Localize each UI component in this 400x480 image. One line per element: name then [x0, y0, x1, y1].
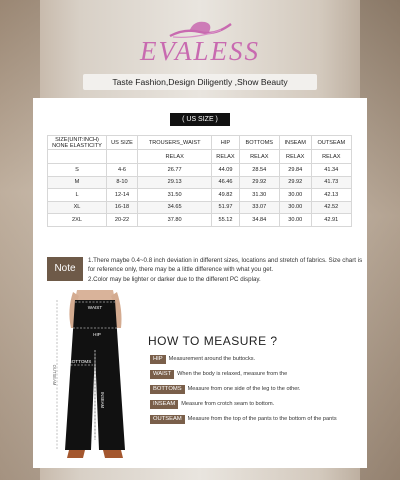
note-label: Note — [47, 257, 83, 281]
figure-label-outseam: OUTSEAM — [52, 364, 57, 386]
table-subheader-row — [48, 150, 352, 164]
table-row — [48, 164, 352, 177]
table-cell: 30.00 — [279, 189, 311, 202]
table-cell: 37.80 — [138, 214, 212, 227]
measure-tag: BOTTOMS — [150, 385, 185, 394]
figure-label-bottoms: BOTTOMS — [68, 359, 92, 364]
table-cell: 29.92 — [239, 176, 279, 189]
table-cell: 29.84 — [279, 164, 311, 177]
table-subheader-cell — [107, 150, 138, 164]
table-header-cell: HIP — [212, 136, 239, 150]
table-cell: 42.52 — [311, 201, 351, 214]
table-cell: XL — [48, 201, 107, 214]
model-torso — [75, 290, 115, 300]
brand-name: EVALESS — [140, 36, 260, 66]
table-cell: 34.84 — [239, 214, 279, 227]
table-row — [48, 201, 352, 214]
figure-label-inseam: INSEAM — [100, 391, 105, 409]
table-subheader-cell: RELAX — [212, 150, 239, 164]
table-cell: S — [48, 164, 107, 177]
figure-label-waist: WAIST — [87, 305, 103, 310]
table-subheader-cell: RELAX — [138, 150, 212, 164]
measure-item-bottoms — [150, 385, 300, 394]
table-cell: 30.00 — [279, 201, 311, 214]
measure-tag: INSEAM — [150, 400, 178, 409]
table-cell: 29.92 — [279, 176, 311, 189]
measure-item-hip — [150, 355, 255, 364]
measure-text: When the body is relaxed, measure from the — [177, 371, 288, 377]
table-cell: 44.09 — [212, 164, 239, 177]
table-cell: 42.91 — [311, 214, 351, 227]
table-row — [48, 176, 352, 189]
table-row — [48, 214, 352, 227]
tagline: Taste Fashion,Design Diligently ,Show Beauty — [83, 74, 317, 90]
table-cell: 41.34 — [311, 164, 351, 177]
table-cell: M — [48, 176, 107, 189]
note-text — [88, 256, 363, 284]
table-cell: 2XL — [48, 214, 107, 227]
table-cell: 4-6 — [107, 164, 138, 177]
how-to-measure-title: HOW TO MEASURE ? — [148, 334, 278, 348]
table-header-cell: OUTSEAM — [311, 136, 351, 150]
brand-logo — [0, 18, 400, 67]
table-subheader-cell: RELAX — [311, 150, 351, 164]
table-cell: 55.12 — [212, 214, 239, 227]
table-cell: 28.54 — [239, 164, 279, 177]
measure-item-inseam — [150, 400, 274, 409]
table-header-cell: BOTTOMS — [239, 136, 279, 150]
table-cell: 51.97 — [212, 201, 239, 214]
table-cell: 31.50 — [138, 189, 212, 202]
table-cell: 42.13 — [311, 189, 351, 202]
pants-model-figure — [43, 290, 163, 466]
measure-tag: OUTSEAM — [150, 415, 185, 424]
table-cell: 29.13 — [138, 176, 212, 189]
table-row — [48, 189, 352, 202]
table-header-cell: US SIZE — [107, 136, 138, 150]
figure-label-hip: HIP — [93, 332, 101, 337]
table-cell: 33.07 — [239, 201, 279, 214]
table-cell: 16-18 — [107, 201, 138, 214]
measure-tag: HIP — [150, 355, 166, 364]
measure-text: Measure from one side of the leg to the other. — [187, 386, 301, 392]
table-header-cell: INSEAM — [279, 136, 311, 150]
table-subheader-cell: RELAX — [239, 150, 279, 164]
table-header-row — [48, 136, 352, 150]
table-cell: 20-22 — [107, 214, 138, 227]
model-feet — [67, 450, 123, 458]
size-table — [47, 135, 352, 227]
measure-item-outseam — [150, 415, 337, 424]
table-cell: 26.77 — [138, 164, 212, 177]
size-chart-card — [33, 98, 367, 468]
table-cell: 31.30 — [239, 189, 279, 202]
table-cell: 46.46 — [212, 176, 239, 189]
measure-item-waist — [150, 370, 287, 379]
note-line-2: 2.Color may be lighter or darker due to the different PC display. — [88, 276, 261, 283]
size-table-title: ( US SIZE ) — [170, 113, 230, 126]
table-subheader-cell — [48, 150, 107, 164]
measure-text: Measure from the top of the pants to the bottom of the pants — [187, 416, 337, 422]
table-header-cell: TROUSERS_WAIST — [138, 136, 212, 150]
table-cell: 8-10 — [107, 176, 138, 189]
table-cell: 30.00 — [279, 214, 311, 227]
table-header-cell: SIZE(UNIT:INCH) NONE ELASTICITY — [48, 136, 107, 150]
table-cell: 49.82 — [212, 189, 239, 202]
measure-text: Measure from crotch seam to bottom. — [181, 401, 275, 407]
table-cell: 12-14 — [107, 189, 138, 202]
measure-tag: WAIST — [150, 370, 174, 379]
table-cell: L — [48, 189, 107, 202]
note-line-1: 1.There maybe 0.4~0.8 inch deviation in different sizes, locations and stretch of fabrics. Size chart is for reference only, there may be a little difference with what you get. — [88, 257, 363, 273]
table-subheader-cell: RELAX — [279, 150, 311, 164]
table-cell: 34.65 — [138, 201, 212, 214]
table-cell: 41.73 — [311, 176, 351, 189]
measure-text: Measurement around the buttocks. — [168, 356, 256, 362]
